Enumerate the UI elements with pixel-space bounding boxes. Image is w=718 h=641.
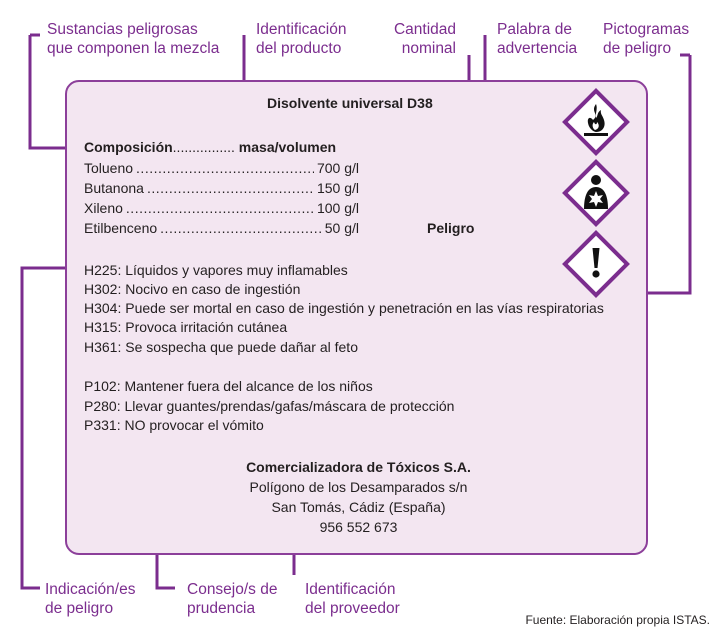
callout-pictograms: [603, 20, 689, 58]
callout-precautionary-line2: prudencia: [187, 600, 256, 617]
callout-nominal-quantity: [388, 20, 456, 58]
leader-dots: [160, 220, 322, 237]
callout-supplier-id-line1: Identificación: [305, 581, 396, 598]
ingredient-name: Tolueno: [84, 160, 134, 176]
ingredient-row: [84, 160, 359, 177]
supplier-phone: 956 552 673: [319, 519, 398, 535]
hazard-statement: H315: Provoca irritación cutánea: [84, 319, 288, 335]
callout-hazard-statements-line1: Indicación/es: [45, 581, 136, 598]
ingredient-row: [84, 200, 359, 217]
exclamation-icon: [560, 228, 632, 300]
flame-icon: [560, 86, 632, 158]
composition-dots: ................: [172, 139, 235, 155]
source-note: Fuente: Elaboración propia ISTAS.: [525, 613, 710, 627]
supplier-address-line1: Polígono de los Desamparados s/n: [249, 479, 468, 495]
callout-precautionary-line1: Consejo/s de: [187, 581, 278, 598]
composition-unit-heading: masa/volumen: [238, 139, 337, 155]
callout-substances-line2: que componen la mezcla: [47, 40, 220, 57]
leader-dots: [126, 200, 314, 217]
callout-supplier-id: [305, 580, 400, 618]
callout-signal-word-line2: advertencia: [497, 40, 578, 57]
supplier-block: [167, 457, 550, 537]
chemical-label-card: [65, 80, 648, 555]
precautionary-statement: P331: NO provocar el vómito: [84, 417, 264, 433]
callout-product-id: [256, 20, 346, 58]
ingredient-amount: 50 g/l: [324, 220, 359, 236]
ingredient-name: Xileno: [84, 200, 123, 216]
hazard-statement: H225: Líquidos y vapores muy inflamables: [84, 262, 348, 278]
callout-precautionary-statements: [187, 580, 277, 618]
hazard-statement: H302: Nocivo en caso de ingestión: [84, 281, 301, 297]
ingredient-amount: 100 g/l: [316, 200, 359, 216]
callout-substances-line1: Sustancias peligrosas: [47, 21, 198, 38]
callout-nominal-quantity-line2: nominal: [401, 40, 456, 57]
ingredient-row: [84, 220, 359, 237]
callout-nominal-quantity-line1: Cantidad: [393, 21, 456, 38]
callout-pictograms-line2: de peligro: [603, 40, 672, 57]
callout-hazard-statements-line2: de peligro: [45, 600, 114, 617]
ingredient-amount: 700 g/l: [316, 160, 359, 176]
health-hazard-icon: [560, 157, 632, 229]
callout-substances: [47, 20, 219, 58]
composition-heading-row: [84, 139, 336, 156]
ingredient-row: [84, 180, 359, 197]
callout-signal-word: [497, 20, 577, 58]
ingredient-name: Etilbenceno: [84, 220, 158, 236]
ingredient-amount: 150 g/l: [316, 180, 359, 196]
precautionary-statement: P102: Mantener fuera del alcance de los niños: [84, 378, 373, 394]
callout-product-id-line2: del producto: [256, 40, 342, 57]
callout-pictograms-line1: Pictogramas: [603, 21, 690, 38]
ingredient-name: Butanona: [84, 180, 144, 196]
callout-supplier-id-line2: del proveedor: [305, 600, 400, 617]
supplier-address-line2: San Tomás, Cádiz (España): [271, 499, 446, 515]
hazard-statement: H361: Se sospecha que puede dañar al feto: [84, 339, 358, 355]
callout-signal-word-line1: Palabra de: [497, 21, 572, 38]
precautionary-statement: P280: Llevar guantes/prendas/gafas/máscara de protección: [84, 398, 455, 414]
composition-heading: Composición: [84, 139, 173, 155]
product-name: Disolvente universal D38: [267, 95, 433, 111]
leader-dots: [136, 160, 314, 177]
signal-word: Peligro: [427, 220, 475, 236]
callout-hazard-statements: [45, 580, 135, 618]
hazard-statement: H304: Puede ser mortal en caso de ingestión y penetración en las vías respiratorias: [84, 300, 604, 316]
supplier-name: Comercializadora de Tóxicos S.A.: [246, 459, 471, 475]
leader-dots: [147, 180, 314, 197]
callout-product-id-line1: Identificación: [256, 21, 347, 38]
